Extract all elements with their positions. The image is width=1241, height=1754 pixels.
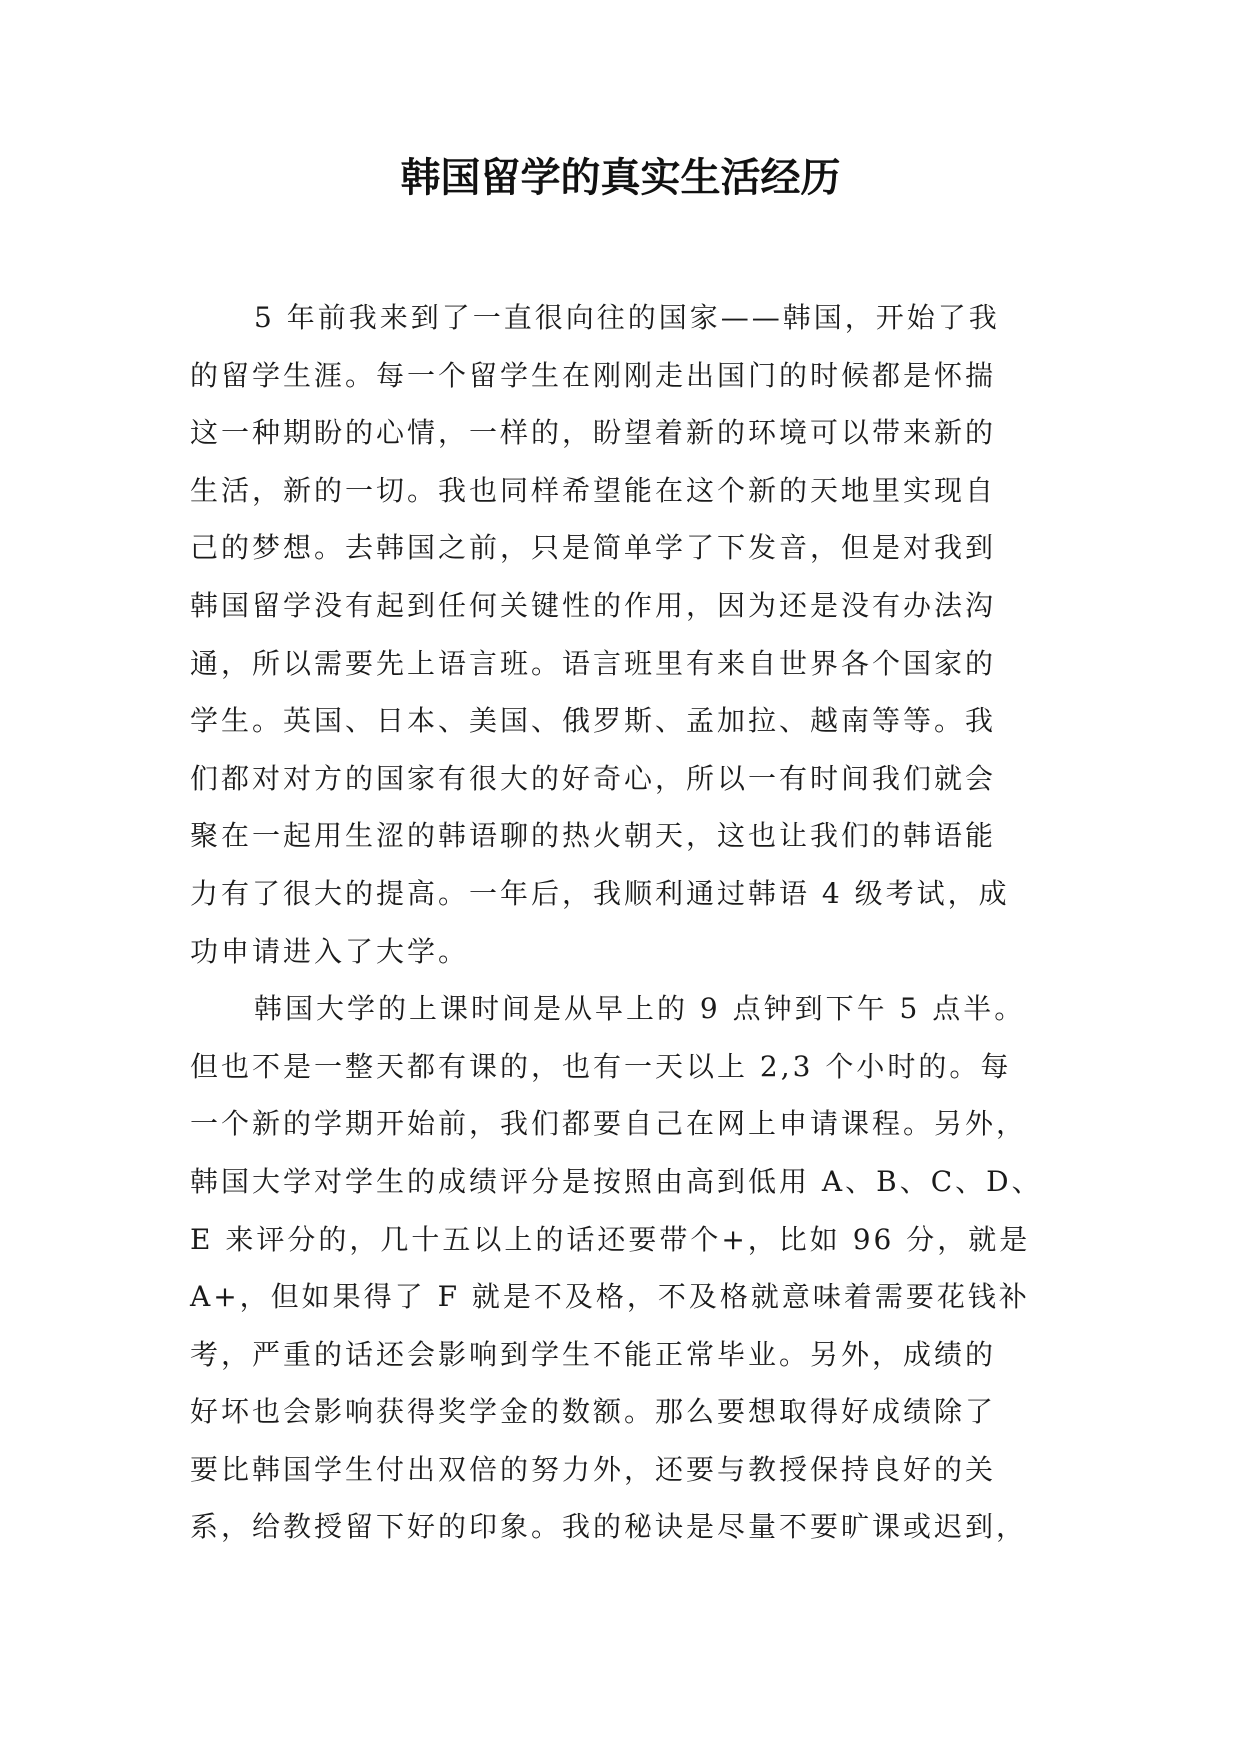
paragraph-line: 5 年前我来到了一直很向往的国家——韩国，开始了我 <box>254 301 1000 334</box>
paragraph-line: 但也不是一整天都有课的，也有一天以上 2,3 个小时的。每 <box>190 1049 1012 1083</box>
paragraph-line: 功申请进入了大学。 <box>190 934 470 968</box>
paragraph-line: 韩国大学的上课时间是从早上的 9 点钟到下午 5 点半。 <box>254 992 1026 1026</box>
paragraph-line: 学生。英国、日本、美国、俄罗斯、孟加拉、越南等等。我 <box>190 704 997 738</box>
paragraph-line: 考，严重的话还会影响到学生不能正常毕业。另外，成绩的 <box>190 1337 997 1371</box>
paragraph-line: 的留学生涯。每一个留学生在刚刚走出国门的时候都是怀揣 <box>190 358 997 392</box>
paragraph-line: A+，但如果得了 F 就是不及格，不及格就意味着需要花钱补 <box>190 1280 1030 1314</box>
paragraph-1 <box>190 289 1060 980</box>
paragraph-2 <box>190 980 1060 1556</box>
paragraph-line: 要比韩国学生付出双倍的努力外，还要与教授保持良好的关 <box>190 1452 997 1486</box>
paragraph-line: 们都对对方的国家有很大的好奇心，所以一有时间我们就会 <box>190 761 997 795</box>
paragraph-line: 一个新的学期开始前，我们都要自己在网上申请课程。另外， <box>190 1107 1028 1141</box>
paragraph-line: 生活，新的一切。我也同样希望能在这个新的天地里实现自 <box>190 473 997 507</box>
paragraph-line: 韩国留学没有起到任何关键性的作用，因为还是没有办法沟 <box>190 588 997 622</box>
paragraph-line: 好坏也会影响获得奖学金的数额。那么要想取得好成绩除了 <box>190 1395 997 1429</box>
document-body <box>190 289 1060 1556</box>
paragraph-line: 通，所以需要先上语言班。语言班里有来自世界各个国家的 <box>190 646 997 680</box>
paragraph-line: 己的梦想。去韩国之前，只是简单学了下发音，但是对我到 <box>190 531 997 565</box>
paragraph-line: 这一种期盼的心情，一样的，盼望着新的环境可以带来新的 <box>190 416 997 450</box>
paragraph-line: 聚在一起用生涩的韩语聊的热火朝天，这也让我们的韩语能 <box>190 819 997 853</box>
document-title: 韩国留学的真实生活经历 <box>400 154 841 201</box>
paragraph-line: 韩国大学对学生的成绩评分是按照由高到低用 A、B、C、D、 <box>190 1164 1043 1198</box>
paragraph-line: 力有了很大的提高。一年后，我顺利通过韩语 4 级考试，成 <box>190 876 1010 910</box>
paragraph-line: E 来评分的，几十五以上的话还要带个+，比如 96 分，就是 <box>190 1222 1031 1256</box>
paragraph-line: 系，给教授留下好的印象。我的秘诀是尽量不要旷课或迟到， <box>190 1510 1028 1544</box>
